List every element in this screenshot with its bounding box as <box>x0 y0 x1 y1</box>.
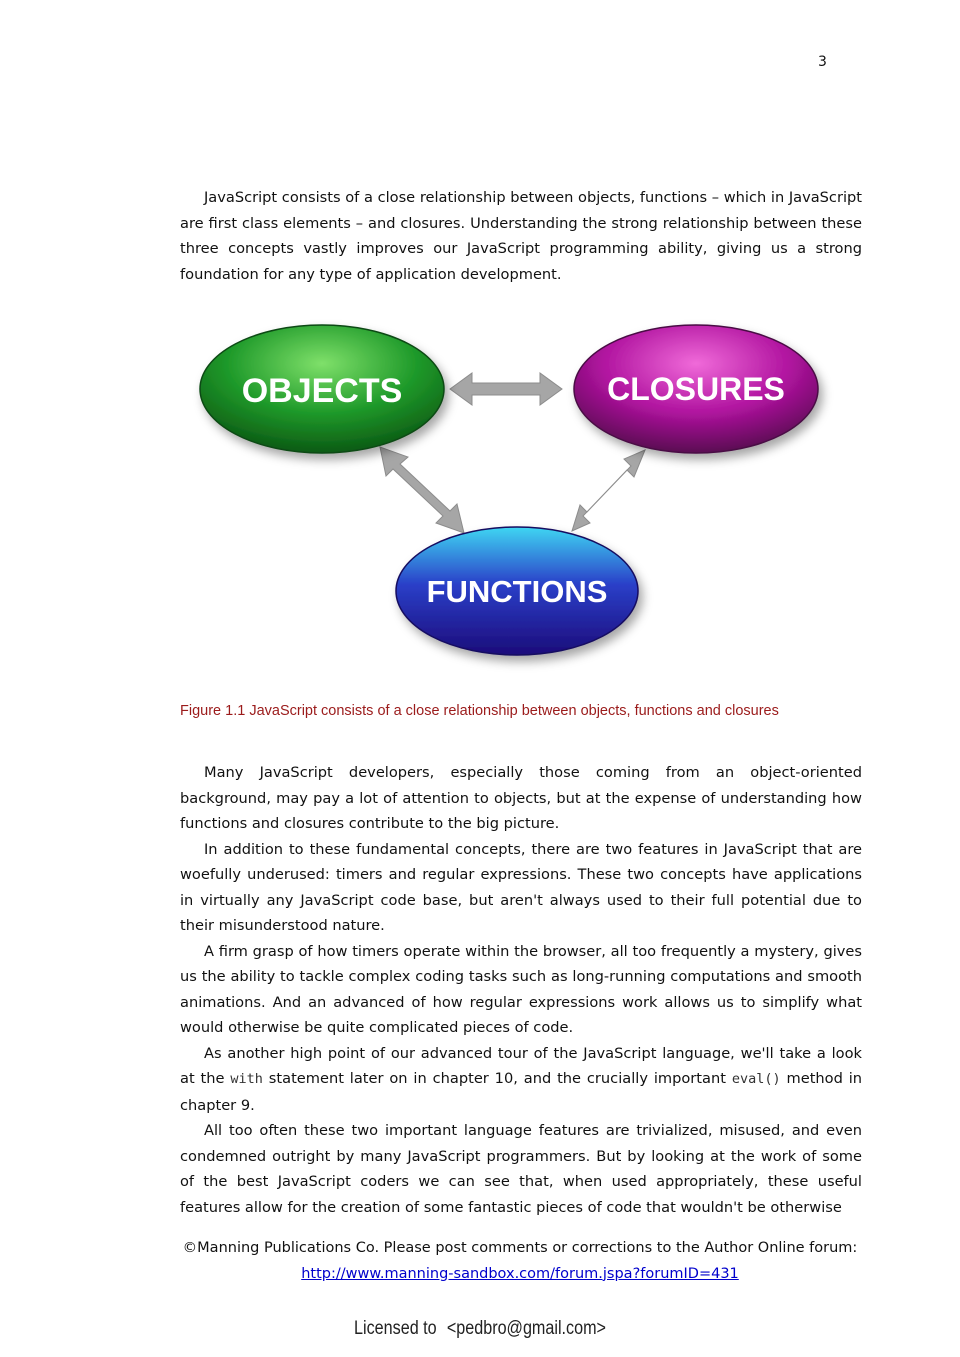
intro-paragraph: JavaScript consists of a close relationship between objects, functions – which in JavaScript are first class elements – and closures. Understanding the strong relationship between these three concepts vastly improves our JavaScript programming ability, giving us a strong foundation for any type of application development. <box>180 189 862 283</box>
figure-caption: Figure 1.1 JavaScript consists of a close relationship between objects, functions and closures <box>180 703 779 719</box>
footer-notice: ©Manning Publications Co. Please post comments or corrections to the Author Online forum: <box>182 1240 858 1256</box>
node-objects <box>200 325 444 453</box>
main-text <box>180 760 862 1220</box>
arrow-objects-closures <box>450 373 562 405</box>
license-email: <pedbro@gmail.com> <box>446 1318 606 1339</box>
paragraph-3: A firm grasp of how timers operate within the browser, all too frequently a mystery, gives us the ability to tackle complex coding tasks such as long-running computations and smooth animations. And an advanced of how regular expressions work allows us to simplify what would otherwise be quite complicated pieces of code. <box>180 942 862 1036</box>
concept-diagram <box>180 315 840 675</box>
code-with: with <box>230 1071 263 1087</box>
paragraph-4-part1: As another high point of our advanced tour of the JavaScript language, we'll take a look at the <box>180 1044 862 1087</box>
node-closures-label: CLOSURES <box>607 371 785 407</box>
paragraph-5: All too often these two important language features are trivialized, misused, and even condemned outright by many JavaScript programmers. But by looking at the work of some of the best JavaScript coders we can see that, when used appropriately, these useful features allow for the creation of some fantastic pieces of code that wouldn't be otherwise <box>180 1122 862 1216</box>
footer <box>150 1236 890 1287</box>
paragraph-1: Many JavaScript developers, especially those coming from an object-oriented background, may pay a lot of attention to objects, but at the expense of understanding how functions and closures contribute to the big picture. <box>180 764 862 832</box>
node-objects-label: OBJECTS <box>241 372 403 410</box>
license-prefix: Licensed to <box>354 1318 437 1339</box>
node-functions <box>396 527 638 655</box>
license-line <box>72 1318 888 1340</box>
node-closures <box>574 325 818 453</box>
paragraph-4-part2: statement later on in chapter 10, and the crucially important <box>268 1070 726 1087</box>
page-number: 3 <box>818 54 827 70</box>
intro-text <box>180 185 862 287</box>
node-functions-label: FUNCTIONS <box>426 574 608 609</box>
code-eval: eval() <box>731 1071 781 1087</box>
arrow-objects-functions <box>380 447 464 533</box>
forum-link[interactable]: http://www.manning-sandbox.com/forum.jspa?forumID=431 <box>301 1265 739 1282</box>
paragraph-2: In addition to these fundamental concepts, there are two features in JavaScript that are woefully underused: timers and regular expressions. These two concepts have applications in virtually any JavaScript code base, but aren't always used to their full potential due to their misunderstood nature. <box>180 840 862 934</box>
paragraph-4-part3: method in chapter 9. <box>180 1070 863 1114</box>
paragraph-4 <box>180 1041 862 1119</box>
arrow-closures-functions <box>572 450 645 531</box>
